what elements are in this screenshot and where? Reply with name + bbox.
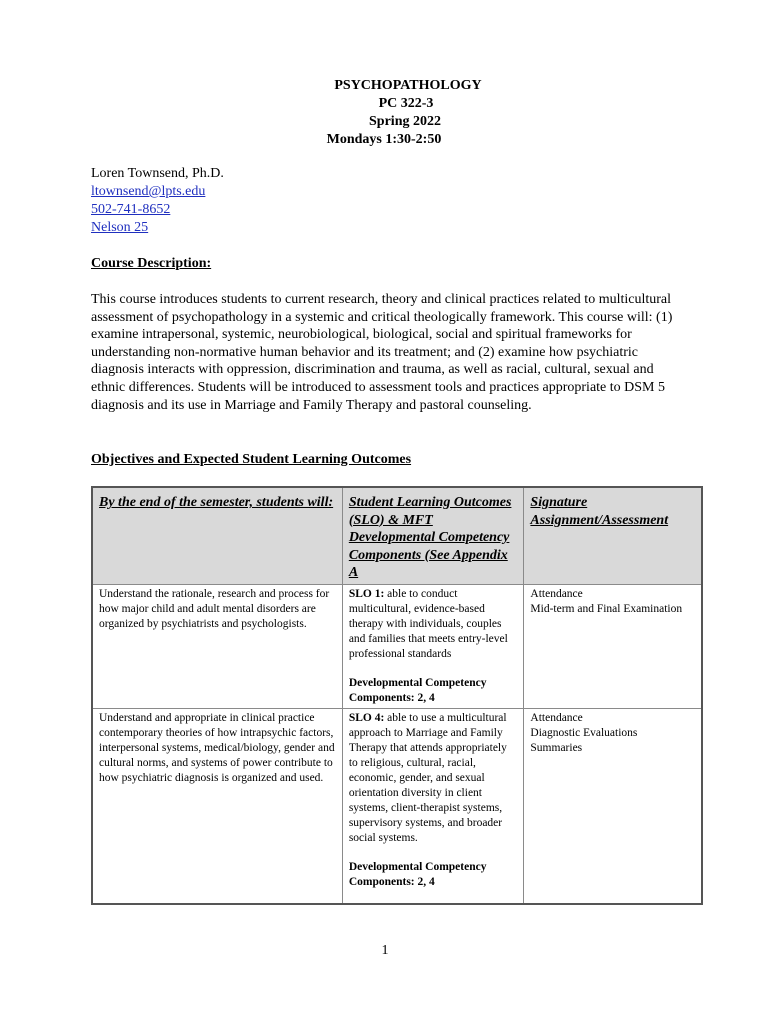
objective-text: Understand and appropriate in clinical practice contemporary theories of how intrapsychic factors, interpersonal systems, medical/biology, gender and cultural norms, and systems of power contribute to how psychiatric diagnosis is organized and used. — [99, 712, 335, 784]
assessment-item: Attendance — [530, 588, 583, 600]
outcomes-table — [91, 486, 703, 905]
slo-label: SLO 4: — [348, 712, 385, 724]
column-header-slo: Student Learning Outcomes (SLO) & MFT Developmental Competency Components (See Appendix A — [348, 495, 512, 580]
table-header-cell — [524, 487, 702, 585]
course-term: Spring 2022 — [369, 114, 441, 129]
assessment-cell — [524, 585, 702, 709]
slo-text — [349, 711, 518, 846]
course-title: PSYCHOPATHOLOGY — [334, 78, 482, 93]
table-header-cell — [342, 487, 524, 585]
table-header-row — [92, 487, 702, 585]
table-row — [92, 709, 702, 905]
assessment-item: Mid-term and Final Examination — [530, 603, 683, 615]
course-code: PC 322-3 — [378, 96, 434, 111]
course-description-heading: Course Description: — [91, 256, 212, 271]
competency-components: Developmental Competency Components: 2, 4 — [348, 677, 487, 704]
assessment-item: Summaries — [530, 742, 583, 754]
slo-label: SLO 1: — [348, 588, 385, 600]
instructor-email-link[interactable]: ltownsend@lpts.edu — [91, 184, 206, 199]
course-description-text: This course introduces students to current research, theory and clinical practices related to multicultural assessment of psychopathology in a systemic and critical theologically framework. This course will: (1) examine intrapersonal, systemic, neurobiological, biological, social and spiritual frameworks for understanding non-normative human behavior and its treatment; and (2) examine how psychiatric diagnosis interacts with oppression, discrimination and trauma, as well as racial, cultural, sexual and ethnic differences. Students will be introduced to assessment tools and practices appropriate to DSM 5 diagnosis and its use in Marriage and Family Therapy and pastoral counseling. — [91, 292, 673, 413]
assessment-item: Diagnostic Evaluations — [530, 727, 638, 739]
slo-text — [349, 587, 518, 662]
instructor-contact — [91, 165, 224, 237]
objective-text: Understand the rationale, research and process for how major child and adult mental disorders are organized by psychiatrists and psychologists. — [99, 588, 330, 630]
assessment-cell — [524, 709, 702, 905]
objective-cell — [92, 709, 342, 905]
table-row — [92, 585, 702, 709]
slo-description: able to conduct multicultural, evidence-based therapy with individuals, couples and families that meets entry-level professional standards — [348, 588, 508, 660]
slo-cell — [342, 709, 524, 905]
competency-components: Developmental Competency Components: 2, 4 — [348, 861, 487, 888]
instructor-name: Loren Townsend, Ph.D. — [91, 166, 224, 181]
page-number: 1 — [381, 943, 389, 958]
assessment-item: Attendance — [530, 712, 583, 724]
table-header-cell — [92, 487, 342, 585]
instructor-office-link[interactable]: Nelson 25 — [91, 220, 149, 235]
objectives-heading: Objectives and Expected Student Learning Outcomes — [91, 452, 412, 467]
course-schedule: Mondays 1:30-2:50 — [326, 132, 442, 147]
column-header-objectives: By the end of the semester, students will: — [99, 495, 334, 510]
objective-cell — [92, 585, 342, 709]
slo-cell — [342, 585, 524, 709]
document-header — [0, 77, 770, 149]
slo-description: able to use a multicultural approach to Marriage and Family Therapy that attends appropriately to religious, cultural, racial, economic, gender, and sexual orientation diversity in client systems, client-therapist systems, supervisory systems, and broader social systems. — [348, 712, 507, 844]
instructor-phone-link[interactable]: 502-741-8652 — [91, 202, 171, 217]
column-header-assessment: Signature Assignment/Assessment — [530, 495, 669, 528]
